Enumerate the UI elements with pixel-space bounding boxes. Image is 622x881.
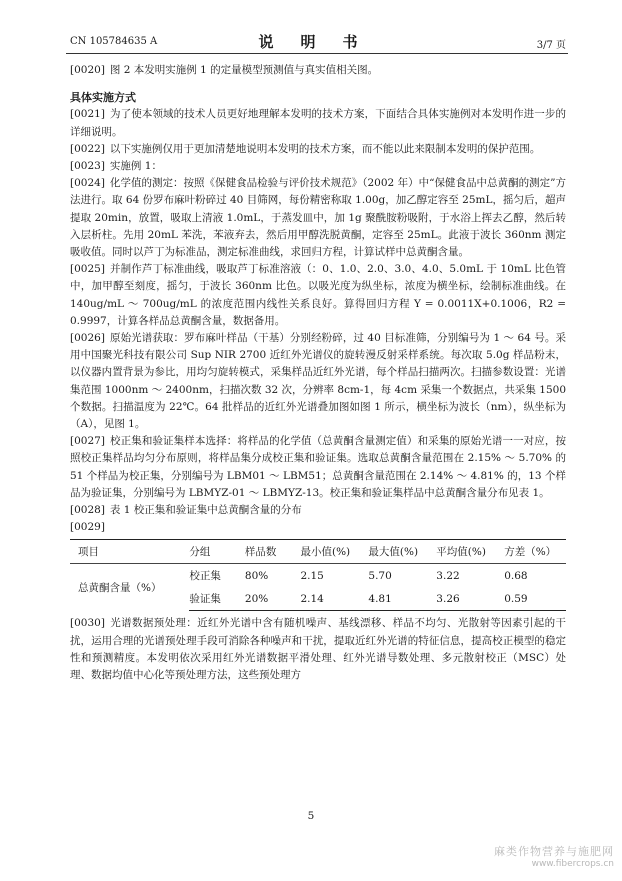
watermark-url: www.fibercrops.cn bbox=[531, 859, 614, 869]
paragraph-number: [0020] bbox=[70, 64, 105, 76]
paragraph-number: [0023] bbox=[70, 160, 105, 173]
watermark-title: 麻类作物营养与施肥网 bbox=[494, 845, 614, 858]
header-cell: 样品数 bbox=[245, 540, 301, 564]
paragraph-0021 bbox=[70, 106, 566, 140]
paragraph-0022 bbox=[70, 141, 566, 158]
table-header-row bbox=[70, 540, 566, 564]
min-cell: 2.15 bbox=[300, 569, 324, 582]
var-cell: 0.59 bbox=[504, 587, 566, 611]
paragraph-number: [0028] bbox=[70, 504, 105, 517]
header-cell: 最小值(%) bbox=[300, 540, 368, 564]
max-cell: 4.81 bbox=[368, 587, 436, 611]
max-cell: 5.70 bbox=[368, 569, 392, 582]
paragraph-0028 bbox=[70, 502, 566, 519]
section-heading: 具体实施方式 bbox=[70, 91, 136, 105]
paragraph-number: [0025] bbox=[70, 263, 105, 276]
paragraph-number: [0022] bbox=[70, 142, 105, 155]
document-body bbox=[70, 62, 566, 684]
table-caption: 表 1 校正集和验证集中总黄酮含量的分布 bbox=[109, 504, 302, 517]
paragraph-0027 bbox=[70, 433, 566, 502]
avg-cell: 3.26 bbox=[436, 587, 504, 611]
item-cell: 总黄酮含量（%） bbox=[78, 582, 162, 595]
var-cell: 0.68 bbox=[504, 569, 528, 582]
table-row bbox=[70, 564, 566, 588]
header-cell: 最大值(%) bbox=[368, 540, 436, 564]
paragraph-0029 bbox=[70, 519, 566, 536]
paragraph-0025 bbox=[70, 261, 566, 330]
paragraph-text: 图 2 本发明实施例 1 的定量模型预测值与真实值相关图。 bbox=[109, 64, 379, 76]
paragraph-number: [0024] bbox=[70, 177, 105, 190]
paragraph-number: [0021] bbox=[70, 108, 105, 121]
content-distribution-table bbox=[70, 539, 566, 611]
paragraph-number: [0029] bbox=[70, 521, 105, 534]
paragraph-text: 以下实施例仅用于更加清楚地说明本发明的技术方案，而不能以此来限制本发明的保护范围。 bbox=[109, 142, 541, 155]
site-watermark bbox=[494, 843, 614, 869]
header-cell: 平均值(%) bbox=[436, 540, 504, 564]
paragraph-0023 bbox=[70, 158, 566, 175]
page-number: 5 bbox=[307, 810, 315, 822]
header-rule bbox=[66, 53, 568, 54]
group-cell: 校正集 bbox=[189, 570, 221, 583]
paragraph-text: 校正集和验证集样本选择：将样品的化学值（总黄酮含量测定值）和采集的原始光谱一一对应，按照校正集样品均匀分布原则，将样品集分成校正集和验证集。选取总黄酮含量范围在 2.15% ～ 5.70% 的 51 个样品为校正集，分别编号为 LBM01 ～ LBM51；总黄酮含量范围在 2.14% ～ 4.81% 的，13 个样品为验证集，分别编号为 LBMYZ-01 ～ LBMYZ-13。校正集和验证集样品中总黄酮含量分布见表 1。 bbox=[70, 435, 566, 499]
paragraph-0026 bbox=[70, 330, 566, 433]
paragraph-number: [0027] bbox=[70, 435, 105, 448]
paragraph-0020 bbox=[70, 62, 566, 79]
paragraph-text: 原始光谱获取：罗布麻叶样品（干基）分别经粉碎，过 40 目标准筛，分别编号为 1 ～ 64 号。采用中国聚光科技有限公司 Sup NIR 2700 近红外光谱仪的旋转漫反射采样系统。每次取 5.0g 样品粉末，以仪器内置背景为参比，用均匀旋转模式，采集样品近红外光谱，每个样品扫描两次。扫描参数设置：光谱集范围 1000nm ～ 2400nm，扫描次数 32 次，分辨率 8cm-1，每 4cm 采集一个数据点，共采集 1500 个数据。扫描温度为 22℃。64 批样品的近红外光谱叠加图如图 1 所示，横坐标为波长（nm），纵坐标为（A），见图 1。 bbox=[70, 332, 566, 431]
group-cell: 验证集 bbox=[189, 587, 245, 611]
header-cell: 方差（%） bbox=[504, 540, 566, 564]
patent-number: CN 105784635 A bbox=[70, 36, 158, 47]
paragraph-text: 化学值的测定：按照《保健食品检验与评价技术规范》（2002 年）中“保健食品中总黄酮的测定”方法进行。取 64 份罗布麻叶粉碎过 40 目筛网，每份精密称取 1.00g，加乙醇定容至 25mL，摇匀后，超声提取 20min，放置，吸取上清液 1.0mL，于蒸发皿中，加 1g 聚酰胺粉吸附，于水浴上挥去乙醇，然后转入层析柱。先用 20mL 苯洗，苯液弃去，然后用甲醇洗脱黄酮，定容至 25mL。此液于波长 360nm 测定吸收值。同时以芦丁为标准品，测定标准曲线，求回归方程，计算试样中总黄酮含量。 bbox=[70, 177, 566, 259]
count-cell: 80% bbox=[244, 569, 269, 582]
paragraph-number: [0026] bbox=[70, 332, 105, 345]
paragraph-number: [0030] bbox=[70, 617, 105, 630]
paragraph-0024 bbox=[70, 175, 566, 261]
header-cell: 项目 bbox=[70, 540, 189, 564]
header-cell: 分组 bbox=[189, 540, 245, 564]
paragraph-0030 bbox=[70, 615, 566, 684]
paragraph-text: 实施例 1： bbox=[109, 160, 162, 173]
document-title: 说 明 书 bbox=[258, 33, 364, 51]
paragraph-text: 并制作芦丁标准曲线，吸取芦丁标准溶液（：0、1.0、2.0、3.0、4.0、5.0mL 于 10mL 比色管中，加甲醇至刻度，摇匀，于波长 360nm 比色。以吸光度为纵坐标，浓度为横坐标，绘制标准曲线。在 140ug/mL ～ 700ug/mL 的浓度范围内线性关系良好。算得回归方程 Y = 0.0011X+0.1006，R2 = 0.9997，计算各样品总黄酮含量，数据备用。 bbox=[70, 263, 566, 327]
min-cell: 2.14 bbox=[300, 587, 368, 611]
paragraph-text: 为了使本领域的技术人员更好地理解本发明的技术方案，下面结合具体实施例对本发明作进一步的详细说明。 bbox=[70, 108, 566, 138]
page-indicator: 3/7 页 bbox=[536, 40, 566, 51]
avg-cell: 3.22 bbox=[436, 569, 460, 582]
paragraph-text: 光谱数据预处理：近红外光谱中含有随机噪声、基线漂移、样品不均匀、光散射等因素引起的干扰，运用合理的光谱预处理手段可消除各种噪声和干扰，提取近红外光谱的特征信息，提高校正模型的稳定性和预测精度。本发明依次采用红外光谱数据平滑处理、红外光谱导数处理、多元散射校正（MSC）处理、数据均值中心化等预处理方法，这些预处理方 bbox=[70, 617, 566, 682]
count-cell: 20% bbox=[245, 587, 301, 611]
